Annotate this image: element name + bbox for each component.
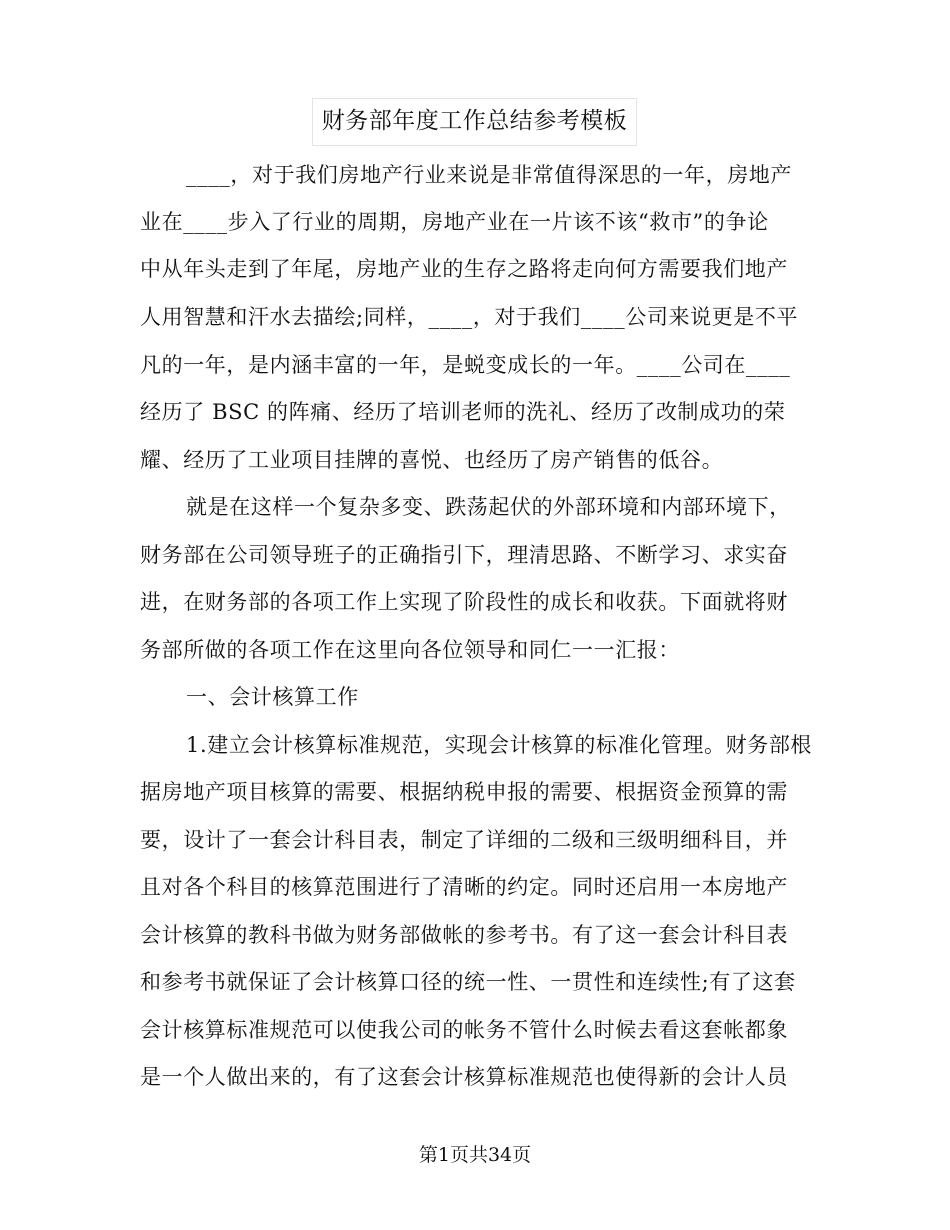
paragraph-line: 会计核算的教科书做为财务部做帐的参考书。有了这一套会计科目表 bbox=[140, 923, 788, 947]
page-title: 财务部年度工作总结参考模板 bbox=[321, 108, 628, 134]
paragraph-line: 和参考书就保证了会计核算口径的统一性、一贯性和连续性;有了这套 bbox=[140, 970, 796, 994]
paragraph-line: 经历了 BSC 的阵痛、经历了培训老师的洗礼、经历了改制成功的荣 bbox=[140, 400, 786, 424]
paragraph-line: 人用智慧和汗水去描绘;同样，____，对于我们____公司来说更是不平 bbox=[140, 305, 799, 329]
paragraph-line: 耀、经历了工业项目挂牌的喜悦、也经历了房产销售的低谷。 bbox=[140, 448, 724, 472]
paragraph-line: 是一个人做出来的，有了这套会计核算标准规范也使得新的会计人员 bbox=[140, 1065, 788, 1089]
paragraph-line: 据房地产项目核算的需要、根据纳税申报的需要、根据资金预算的需 bbox=[140, 780, 788, 804]
paragraph-line: 业在____步入了行业的周期，房地产业在一片该不该“救市”的争论 bbox=[140, 210, 769, 234]
paragraph-line: 凡的一年，是内涵丰富的一年，是蜕变成长的一年。____公司在____ bbox=[140, 353, 791, 377]
paragraph-line: ____，对于我们房地产行业来说是非常值得深思的一年，房地产 bbox=[186, 163, 792, 187]
paragraph-line: 进，在财务部的各项工作上实现了阶段性的成长和收获。下面就将财 bbox=[140, 590, 788, 614]
paragraph-line: 中从年头走到了年尾，房地产业的生存之路将走向何方需要我们地产 bbox=[140, 257, 788, 281]
paragraph-line: 务部所做的各项工作在这里向各位领导和同仁一一汇报： bbox=[140, 638, 680, 662]
paragraph-line: 财务部在公司领导班子的正确指引下，理清思路、不断学习、求实奋 bbox=[140, 543, 788, 567]
paragraph-line: 要，设计了一套会计科目表，制定了详细的二级和三级明细科目，并 bbox=[140, 828, 788, 852]
paragraph-line: 会计核算标准规范可以使我公司的帐务不管什么时候去看这套帐都象 bbox=[140, 1018, 788, 1042]
page-number-footer: 第1页共34页 bbox=[418, 1144, 532, 1166]
paragraph-line: 且对各个科目的核算范围进行了清晰的约定。同时还启用一本房地产 bbox=[140, 875, 788, 899]
section-heading: 一、会计核算工作 bbox=[186, 685, 359, 709]
paragraph-line: 就是在这样一个复杂多变、跌荡起伏的外部环境和内部环境下， bbox=[186, 495, 791, 519]
paragraph-line: 1.建立会计核算标准规范，实现会计核算的标准化管理。财务部根 bbox=[186, 733, 813, 757]
